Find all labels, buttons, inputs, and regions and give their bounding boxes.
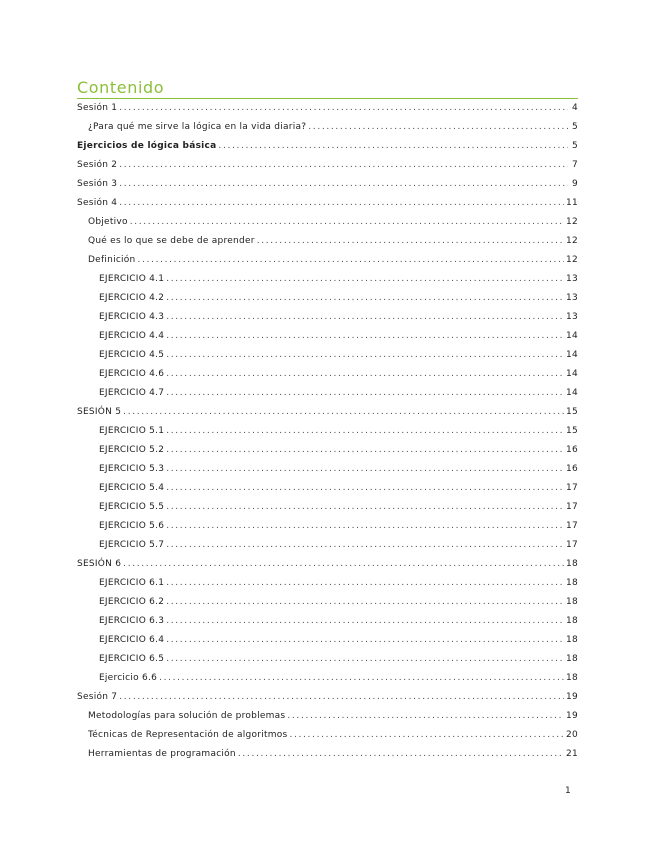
toc-dot-leader bbox=[119, 160, 568, 170]
toc-entry[interactable] bbox=[77, 345, 578, 364]
toc-entry-page-number: 16 bbox=[566, 463, 578, 474]
toc-entry[interactable] bbox=[77, 383, 578, 402]
toc-entry[interactable] bbox=[77, 440, 578, 459]
toc-dot-leader bbox=[166, 502, 564, 512]
toc-dot-leader bbox=[166, 312, 564, 322]
toc-entry[interactable] bbox=[77, 98, 578, 117]
toc-dot-leader bbox=[123, 559, 564, 569]
toc-entry-page-number: 14 bbox=[566, 349, 578, 360]
toc-entry[interactable] bbox=[77, 421, 578, 440]
toc-entry-page-number: 9 bbox=[572, 178, 578, 189]
toc-dot-leader bbox=[166, 578, 564, 588]
toc-entry-title: SESIÓN 5 bbox=[77, 406, 122, 417]
toc-entry-page-number: 14 bbox=[566, 387, 578, 398]
toc-entry-title: Metodologías para solución de problemas bbox=[88, 710, 286, 721]
toc-entry[interactable] bbox=[77, 117, 578, 136]
toc-heading: Contenido bbox=[77, 78, 165, 97]
toc-entry-title: Sesión 4 bbox=[77, 197, 118, 208]
toc-dot-leader bbox=[238, 749, 564, 759]
toc-dot-leader bbox=[119, 179, 568, 189]
toc-entry[interactable] bbox=[77, 459, 578, 478]
toc-entry[interactable] bbox=[77, 174, 578, 193]
toc-entry-page-number: 13 bbox=[566, 311, 578, 322]
toc-entry-title: EJERCICIO 4.5 bbox=[99, 349, 165, 360]
toc-entry[interactable] bbox=[77, 307, 578, 326]
toc-entry[interactable] bbox=[77, 744, 578, 763]
footer-page-number: 1 bbox=[565, 786, 571, 796]
toc-dot-leader bbox=[138, 255, 565, 265]
toc-entry-page-number: 4 bbox=[572, 102, 578, 113]
toc-entry-page-number: 5 bbox=[572, 121, 578, 132]
toc-entry[interactable] bbox=[77, 725, 578, 744]
toc-entry[interactable] bbox=[77, 269, 578, 288]
toc-dot-leader bbox=[166, 654, 564, 664]
toc-dot-leader bbox=[308, 122, 568, 132]
toc-entry[interactable] bbox=[77, 611, 578, 630]
toc-dot-leader bbox=[166, 388, 564, 398]
toc-entry-page-number: 15 bbox=[566, 406, 578, 417]
toc-entry-page-number: 11 bbox=[566, 197, 578, 208]
toc-dot-leader bbox=[166, 483, 564, 493]
toc-entry-title: ¿Para qué me sirve la lógica en la vida diaria? bbox=[88, 121, 307, 132]
toc-entry-page-number: 17 bbox=[566, 482, 578, 493]
toc-entry-page-number: 16 bbox=[566, 444, 578, 455]
toc-entry-page-number: 17 bbox=[566, 501, 578, 512]
toc-entry-page-number: 14 bbox=[566, 368, 578, 379]
toc-entry-page-number: 12 bbox=[566, 235, 578, 246]
toc-entry-title: EJERCICIO 5.5 bbox=[99, 501, 165, 512]
toc-entry-page-number: 18 bbox=[566, 653, 578, 664]
toc-entry[interactable] bbox=[77, 326, 578, 345]
toc-entry[interactable] bbox=[77, 630, 578, 649]
toc-entry-title: EJERCICIO 4.1 bbox=[99, 273, 165, 284]
toc-dot-leader bbox=[166, 445, 564, 455]
toc-entry-page-number: 18 bbox=[566, 634, 578, 645]
toc-entry-title: EJERCICIO 5.7 bbox=[99, 539, 165, 550]
toc-entry-title: EJERCICIO 5.2 bbox=[99, 444, 165, 455]
toc-dot-leader bbox=[166, 521, 564, 531]
toc-dot-leader bbox=[166, 369, 564, 379]
toc-entry-page-number: 18 bbox=[566, 672, 578, 683]
toc-entry[interactable] bbox=[77, 212, 578, 231]
toc-entry-page-number: 18 bbox=[566, 558, 578, 569]
toc-entry-page-number: 5 bbox=[572, 140, 578, 151]
toc-entry-page-number: 12 bbox=[566, 254, 578, 265]
toc-entry[interactable] bbox=[77, 231, 578, 250]
toc-entry-title: Qué es lo que se debe de aprender bbox=[88, 235, 255, 246]
toc-entry-title: Ejercicios de lógica básica bbox=[77, 140, 217, 151]
toc-entry-page-number: 12 bbox=[566, 216, 578, 227]
toc-dot-leader bbox=[130, 217, 564, 227]
toc-entry[interactable] bbox=[77, 706, 578, 725]
toc-entry-page-number: 15 bbox=[566, 425, 578, 436]
toc-dot-leader bbox=[257, 236, 564, 246]
toc-dot-leader bbox=[166, 597, 564, 607]
toc-entry[interactable] bbox=[77, 668, 578, 687]
toc-dot-leader bbox=[166, 331, 564, 341]
toc-dot-leader bbox=[166, 616, 564, 626]
toc-entry[interactable] bbox=[77, 402, 578, 421]
toc-entry-title: Objetivo bbox=[88, 216, 128, 227]
toc-entry[interactable] bbox=[77, 193, 578, 212]
toc-entry[interactable] bbox=[77, 288, 578, 307]
toc-entry[interactable] bbox=[77, 478, 578, 497]
toc-entry-page-number: 13 bbox=[566, 292, 578, 303]
toc-entry-title: EJERCICIO 5.4 bbox=[99, 482, 165, 493]
toc-entry-title: Sesión 1 bbox=[77, 102, 118, 113]
toc-entry[interactable] bbox=[77, 554, 578, 573]
toc-entry-title: Definición bbox=[88, 254, 136, 265]
toc-entry-page-number: 13 bbox=[566, 273, 578, 284]
toc-entry-title: Sesión 7 bbox=[77, 691, 118, 702]
toc-entry[interactable] bbox=[77, 497, 578, 516]
toc-entry-title: Ejercicio 6.6 bbox=[99, 672, 158, 683]
toc-dot-leader bbox=[166, 635, 564, 645]
toc-entry-title: EJERCICIO 6.4 bbox=[99, 634, 165, 645]
toc-entry-page-number: 18 bbox=[566, 596, 578, 607]
toc-entry[interactable] bbox=[77, 649, 578, 668]
toc-entry[interactable] bbox=[77, 155, 578, 174]
toc-entry-title: SESIÓN 6 bbox=[77, 558, 122, 569]
toc-entry[interactable] bbox=[77, 592, 578, 611]
toc-entry[interactable] bbox=[77, 364, 578, 383]
toc-entry-page-number: 17 bbox=[566, 520, 578, 531]
toc-entry-title: EJERCICIO 4.6 bbox=[99, 368, 165, 379]
toc-entry-title: Sesión 2 bbox=[77, 159, 118, 170]
toc-entry-title: EJERCICIO 5.6 bbox=[99, 520, 165, 531]
toc-dot-leader bbox=[119, 692, 564, 702]
toc-entry-page-number: 18 bbox=[566, 577, 578, 588]
toc-dot-leader bbox=[119, 103, 568, 113]
toc-entry-title: EJERCICIO 5.3 bbox=[99, 463, 165, 474]
toc-entry-title: EJERCICIO 4.4 bbox=[99, 330, 165, 341]
toc-entry-title: EJERCICIO 6.1 bbox=[99, 577, 165, 588]
toc-entry[interactable] bbox=[77, 136, 578, 155]
toc-entry-title: EJERCICIO 6.5 bbox=[99, 653, 165, 664]
toc-entry-title: EJERCICIO 4.2 bbox=[99, 292, 165, 303]
toc-dot-leader bbox=[166, 464, 564, 474]
toc-entry-title: EJERCICIO 5.1 bbox=[99, 425, 165, 436]
toc-dot-leader bbox=[218, 141, 568, 151]
toc-entry-page-number: 19 bbox=[566, 710, 578, 721]
toc-entry[interactable] bbox=[77, 535, 578, 554]
toc-dot-leader bbox=[166, 350, 564, 360]
toc-entry-page-number: 17 bbox=[566, 539, 578, 550]
toc-entry-title: EJERCICIO 6.3 bbox=[99, 615, 165, 626]
toc-entry-page-number: 7 bbox=[572, 159, 578, 170]
toc-entry[interactable] bbox=[77, 250, 578, 269]
toc-dot-leader bbox=[166, 293, 564, 303]
toc-entry-page-number: 21 bbox=[566, 748, 578, 759]
toc-dot-leader bbox=[166, 426, 564, 436]
toc-entry[interactable] bbox=[77, 687, 578, 706]
toc-entry-title: EJERCICIO 6.2 bbox=[99, 596, 165, 607]
toc-entry-page-number: 18 bbox=[566, 615, 578, 626]
toc-entry-page-number: 14 bbox=[566, 330, 578, 341]
toc-list bbox=[77, 98, 578, 763]
toc-dot-leader bbox=[166, 540, 564, 550]
toc-entry[interactable] bbox=[77, 573, 578, 592]
toc-dot-leader bbox=[166, 274, 564, 284]
toc-dot-leader bbox=[159, 673, 564, 683]
toc-entry-title: EJERCICIO 4.7 bbox=[99, 387, 165, 398]
toc-dot-leader bbox=[119, 198, 564, 208]
toc-entry-title: Herramientas de programación bbox=[88, 748, 236, 759]
toc-dot-leader bbox=[287, 711, 564, 721]
toc-entry[interactable] bbox=[77, 516, 578, 535]
toc-dot-leader bbox=[123, 407, 564, 417]
toc-entry-page-number: 20 bbox=[566, 729, 578, 740]
toc-dot-leader bbox=[289, 730, 564, 740]
toc-entry-title: EJERCICIO 4.3 bbox=[99, 311, 165, 322]
toc-entry-title: Técnicas de Representación de algoritmos bbox=[88, 729, 288, 740]
toc-entry-page-number: 19 bbox=[566, 691, 578, 702]
toc-entry-title: Sesión 3 bbox=[77, 178, 118, 189]
